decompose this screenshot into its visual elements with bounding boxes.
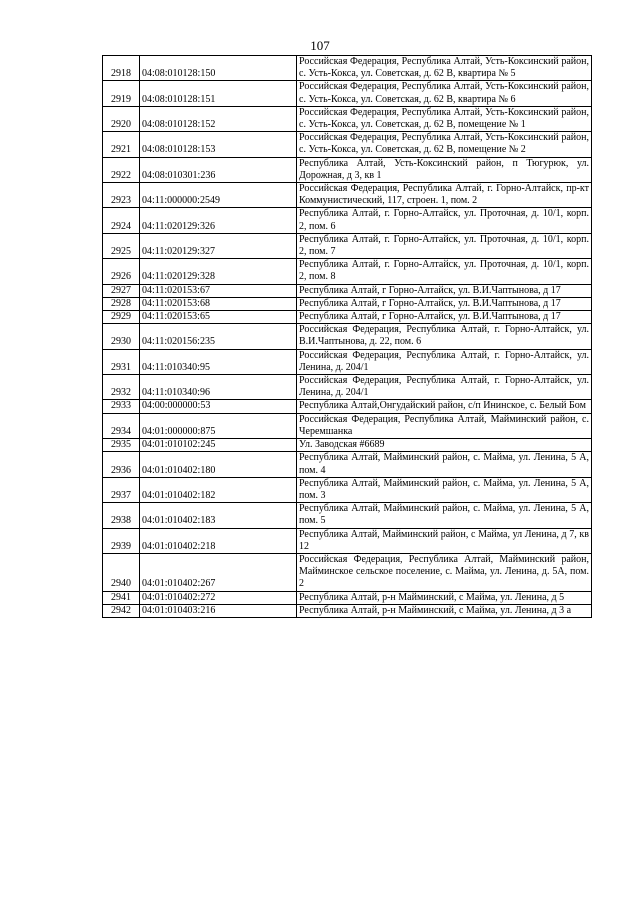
- registry-body: [103, 56, 592, 618]
- cadastral-number: 04:11:020129:328: [140, 259, 297, 284]
- table-row: [103, 81, 592, 106]
- property-address: Республика Алтай, г. Горно-Алтайск, ул. Проточная, д. 10/1, корп. 2, пом. 8: [297, 259, 592, 284]
- property-address: Российская Федерация, Республика Алтай, Майминский район, с. Черемшанка: [297, 413, 592, 438]
- row-number: 2927: [103, 284, 140, 297]
- row-number: 2933: [103, 400, 140, 413]
- row-number: 2925: [103, 233, 140, 258]
- row-number: 2932: [103, 375, 140, 400]
- property-address: Республика Алтай, Майминский район, с Майма, ул Ленина, д 7, кв 12: [297, 528, 592, 553]
- table-row: [103, 528, 592, 553]
- row-number: 2923: [103, 183, 140, 208]
- cadastral-number: 04:11:020153:68: [140, 297, 297, 310]
- cadastral-number: 04:08:010301:236: [140, 157, 297, 182]
- property-address: Российская Федерация, Республика Алтай, г. Горно-Алтайск, ул. Ленина, д. 204/1: [297, 375, 592, 400]
- table-row: [103, 233, 592, 258]
- row-number: 2935: [103, 439, 140, 452]
- row-number: 2942: [103, 604, 140, 617]
- table-row: [103, 132, 592, 157]
- property-address: Республика Алтай, г Горно-Алтайск, ул. В.И.Чаптынова, д 17: [297, 297, 592, 310]
- property-address: Республика Алтай, г Горно-Алтайск, ул. В.И.Чаптынова, д 17: [297, 311, 592, 324]
- row-number: 2918: [103, 56, 140, 81]
- row-number: 2938: [103, 503, 140, 528]
- row-number: 2930: [103, 324, 140, 349]
- page-number: 107: [310, 38, 330, 53]
- cadastral-number: 04:11:020153:67: [140, 284, 297, 297]
- cadastral-number: 04:08:010128:152: [140, 106, 297, 131]
- cadastral-number: 04:11:020153:65: [140, 311, 297, 324]
- table-row: [103, 375, 592, 400]
- property-address: Российская Федерация, Республика Алтай, Усть-Коксинский район, с. Усть-Кокса, ул. Советская, д. 62 В, квартира № 5: [297, 56, 592, 81]
- table-row: [103, 297, 592, 310]
- table-row: [103, 106, 592, 131]
- table-row: [103, 208, 592, 233]
- cadastral-number: 04:00:000000:53: [140, 400, 297, 413]
- property-address: Республика Алтай, Майминский район, с. Майма, ул. Ленина, 5 А, пом. 3: [297, 477, 592, 502]
- table-row: [103, 157, 592, 182]
- property-address: Российская Федерация, Республика Алтай, Усть-Коксинский район, с. Усть-Кокса, ул. Советская, д. 62 В, помещение № 1: [297, 106, 592, 131]
- row-number: 2919: [103, 81, 140, 106]
- cadastral-number: 04:11:020129:326: [140, 208, 297, 233]
- table-row: [103, 413, 592, 438]
- cadastral-number: 04:01:010403:216: [140, 604, 297, 617]
- property-address: Ул. Заводская #6689: [297, 439, 592, 452]
- property-address: Республика Алтай, р-н Майминский, с Майма, ул. Ленина, д 5: [297, 591, 592, 604]
- cadastral-number: 04:01:010402:180: [140, 452, 297, 477]
- cadastral-number: 04:01:010402:183: [140, 503, 297, 528]
- property-address: Республика Алтай, Майминский район, с. Майма, ул. Ленина, 5 А, пом. 5: [297, 503, 592, 528]
- table-row: [103, 324, 592, 349]
- row-number: 2922: [103, 157, 140, 182]
- row-number: 2931: [103, 349, 140, 374]
- property-address: Республика Алтай, г. Горно-Алтайск, ул. Проточная, д. 10/1, корп. 2, пом. 7: [297, 233, 592, 258]
- property-address: Российская Федерация, Республика Алтай, Усть-Коксинский район, с. Усть-Кокса, ул. Советская, д. 62 В, квартира № 6: [297, 81, 592, 106]
- table-row: [103, 349, 592, 374]
- cadastral-number: 04:01:010402:218: [140, 528, 297, 553]
- cadastral-number: 04:11:020129:327: [140, 233, 297, 258]
- cadastral-number: 04:01:010402:182: [140, 477, 297, 502]
- table-row: [103, 553, 592, 591]
- cadastral-number: 04:01:000000:875: [140, 413, 297, 438]
- cadastral-number: 04:01:010402:267: [140, 553, 297, 591]
- cadastral-number: 04:11:000000:2549: [140, 183, 297, 208]
- cadastral-number: 04:01:010102:245: [140, 439, 297, 452]
- table-row: [103, 284, 592, 297]
- row-number: 2929: [103, 311, 140, 324]
- cadastral-number: 04:08:010128:151: [140, 81, 297, 106]
- row-number: 2928: [103, 297, 140, 310]
- property-address: Российская Федерация, Республика Алтай, Усть-Коксинский район, с. Усть-Кокса, ул. Советская, д. 62 В, помещение № 2: [297, 132, 592, 157]
- table-row: [103, 400, 592, 413]
- row-number: 2924: [103, 208, 140, 233]
- property-address: Республика Алтай, р-н Майминский, с Майма, ул. Ленина, д 3 а: [297, 604, 592, 617]
- property-address: Республика Алтай, г Горно-Алтайск, ул. В.И.Чаптынова, д 17: [297, 284, 592, 297]
- cadastral-number: 04:11:010340:95: [140, 349, 297, 374]
- table-row: [103, 591, 592, 604]
- row-number: 2926: [103, 259, 140, 284]
- property-address: Республика Алтай,Онгудайский район, с/п Ининское, с. Белый Бом: [297, 400, 592, 413]
- table-row: [103, 604, 592, 617]
- property-address: Республика Алтай, Усть-Коксинский район, п Тюгурюк, ул. Дорожная, д 3, кв 1: [297, 157, 592, 182]
- row-number: 2921: [103, 132, 140, 157]
- cadastral-number: 04:01:010402:272: [140, 591, 297, 604]
- property-address: Республика Алтай, г. Горно-Алтайск, ул. Проточная, д. 10/1, корп. 2, пом. 6: [297, 208, 592, 233]
- row-number: 2920: [103, 106, 140, 131]
- row-number: 2934: [103, 413, 140, 438]
- table-row: [103, 56, 592, 81]
- row-number: 2940: [103, 553, 140, 591]
- cadastral-number: 04:11:020156:235: [140, 324, 297, 349]
- row-number: 2937: [103, 477, 140, 502]
- table-row: [103, 503, 592, 528]
- property-address: Российская Федерация, Республика Алтай, г. Горно-Алтайск, пр-кт Коммунистический, 117, строен. 1, пом. 2: [297, 183, 592, 208]
- row-number: 2936: [103, 452, 140, 477]
- table-row: [103, 311, 592, 324]
- table-row: [103, 439, 592, 452]
- table-row: [103, 477, 592, 502]
- property-registry-table: [102, 55, 592, 618]
- cadastral-number: 04:08:010128:150: [140, 56, 297, 81]
- property-address: Республика Алтай, Майминский район, с. Майма, ул. Ленина, 5 А, пом. 4: [297, 452, 592, 477]
- row-number: 2939: [103, 528, 140, 553]
- property-address: Российская Федерация, Республика Алтай, г. Горно-Алтайск, ул. В.И.Чаптынова, д. 22, пом. 6: [297, 324, 592, 349]
- table-row: [103, 452, 592, 477]
- row-number: 2941: [103, 591, 140, 604]
- cadastral-number: 04:11:010340:96: [140, 375, 297, 400]
- cadastral-number: 04:08:010128:153: [140, 132, 297, 157]
- table-row: [103, 183, 592, 208]
- property-address: Российская Федерация, Республика Алтай, г. Горно-Алтайск, ул. Ленина, д. 204/1: [297, 349, 592, 374]
- property-address: Российская Федерация, Республика Алтай, Майминский район, Майминское сельское поселение, с. Майма, ул. Ленина, д. 5А, пом. 2: [297, 553, 592, 591]
- table-row: [103, 259, 592, 284]
